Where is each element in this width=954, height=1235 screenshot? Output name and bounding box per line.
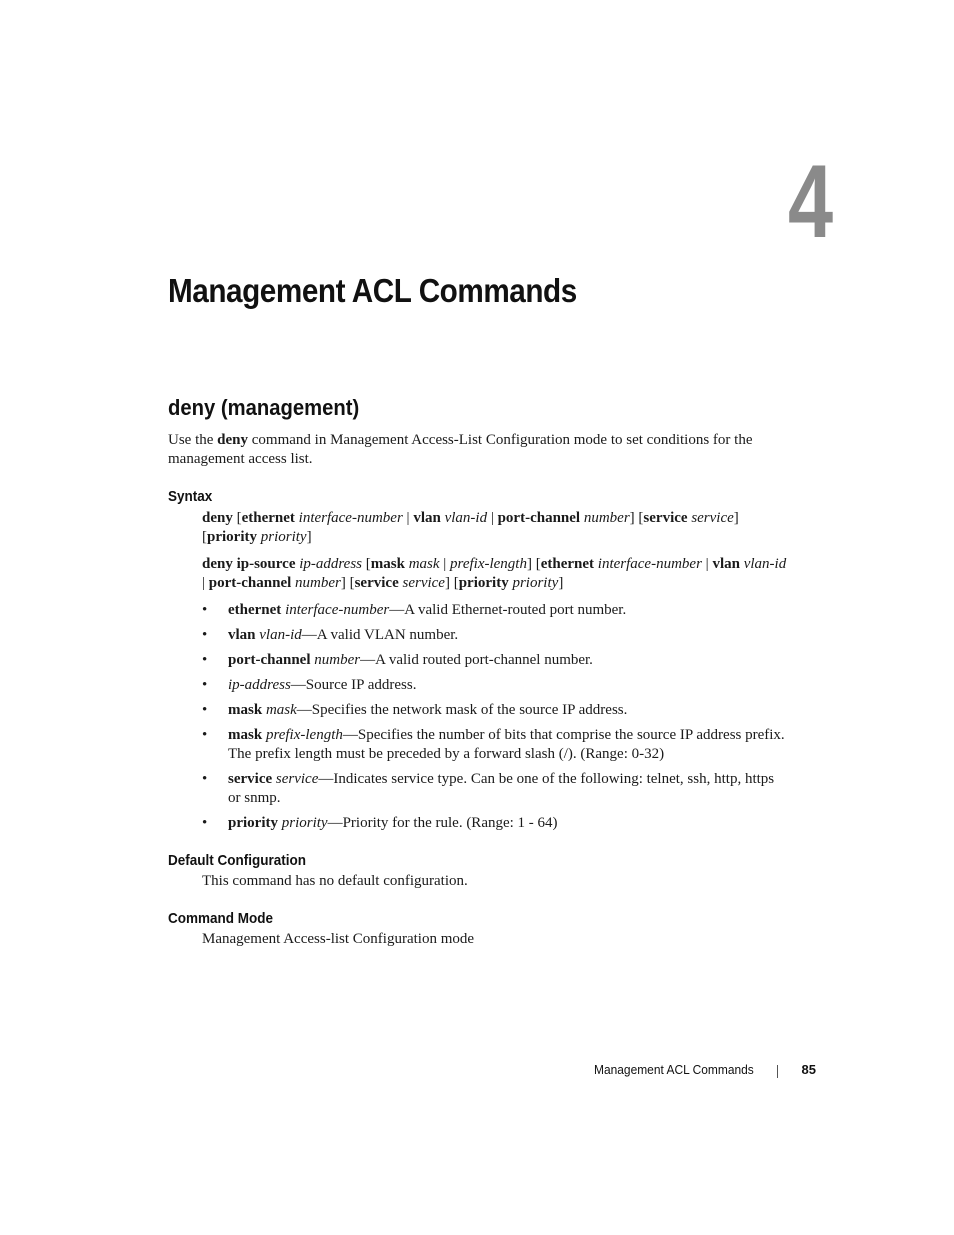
syntax-heading: Syntax	[168, 488, 213, 505]
chapter-title: Management ACL Commands	[168, 272, 577, 309]
footer-title: Management ACL Commands	[594, 1062, 754, 1077]
bullet-icon: •	[202, 727, 208, 743]
command-mode-heading: Command Mode	[168, 910, 274, 927]
section-title: deny (management)	[168, 395, 360, 420]
default-configuration-text: This command has no default configuration.	[202, 873, 468, 889]
list-item: • mask mask—Specifies the network mask of the source IP address.	[202, 702, 628, 718]
intro-paragraph: Use the deny command in Management Access-List Configuration mode to set conditions for the management access list.	[168, 432, 753, 467]
bullet-icon: •	[202, 677, 208, 693]
list-item: • priority priority—Priority for the rule. (Range: 1 - 64)	[202, 815, 558, 831]
list-item: • ip-address—Source IP address.	[202, 677, 417, 693]
command-mode-text: Management Access-list Configuration mode	[202, 931, 475, 947]
bullet-icon: •	[202, 702, 208, 718]
list-item: • service service—Indicates service type. Can be one of the following: telnet, ssh, http, https or snmp.	[202, 771, 775, 806]
bullet-icon: •	[202, 815, 208, 831]
default-configuration-heading: Default Configuration	[168, 852, 306, 869]
parameter-list	[202, 601, 787, 839]
list-item: • mask prefix-length—Specifies the number of bits that comprise the source IP address prefix. The prefix length must be preceded by a forward slash (/). (Range: 0-32)	[202, 727, 785, 762]
page-number: 85	[801, 1062, 816, 1077]
bullet-icon: •	[202, 771, 208, 787]
syntax-line-2: deny ip-source ip-address [mask mask | prefix-length] [ethernet interface-number | vlan vlan-id | port-channel number] [service service] [priority priority]	[202, 556, 787, 591]
syntax-line-1: deny [ethernet interface-number | vlan vlan-id | port-channel number] [service service] [priority priority]	[202, 510, 739, 545]
command-keyword: deny	[217, 432, 248, 448]
list-item: • vlan vlan-id—A valid VLAN number.	[202, 627, 459, 643]
list-item: • ethernet interface-number—A valid Ethernet-routed port number.	[202, 602, 627, 618]
footer-divider	[777, 1065, 778, 1078]
bullet-icon: •	[202, 602, 208, 618]
chapter-number: 4	[788, 144, 834, 260]
list-item: • port-channel number—A valid routed port-channel number.	[202, 652, 593, 668]
page-footer	[594, 1062, 816, 1080]
bullet-icon: •	[202, 627, 208, 643]
bullet-icon: •	[202, 652, 208, 668]
